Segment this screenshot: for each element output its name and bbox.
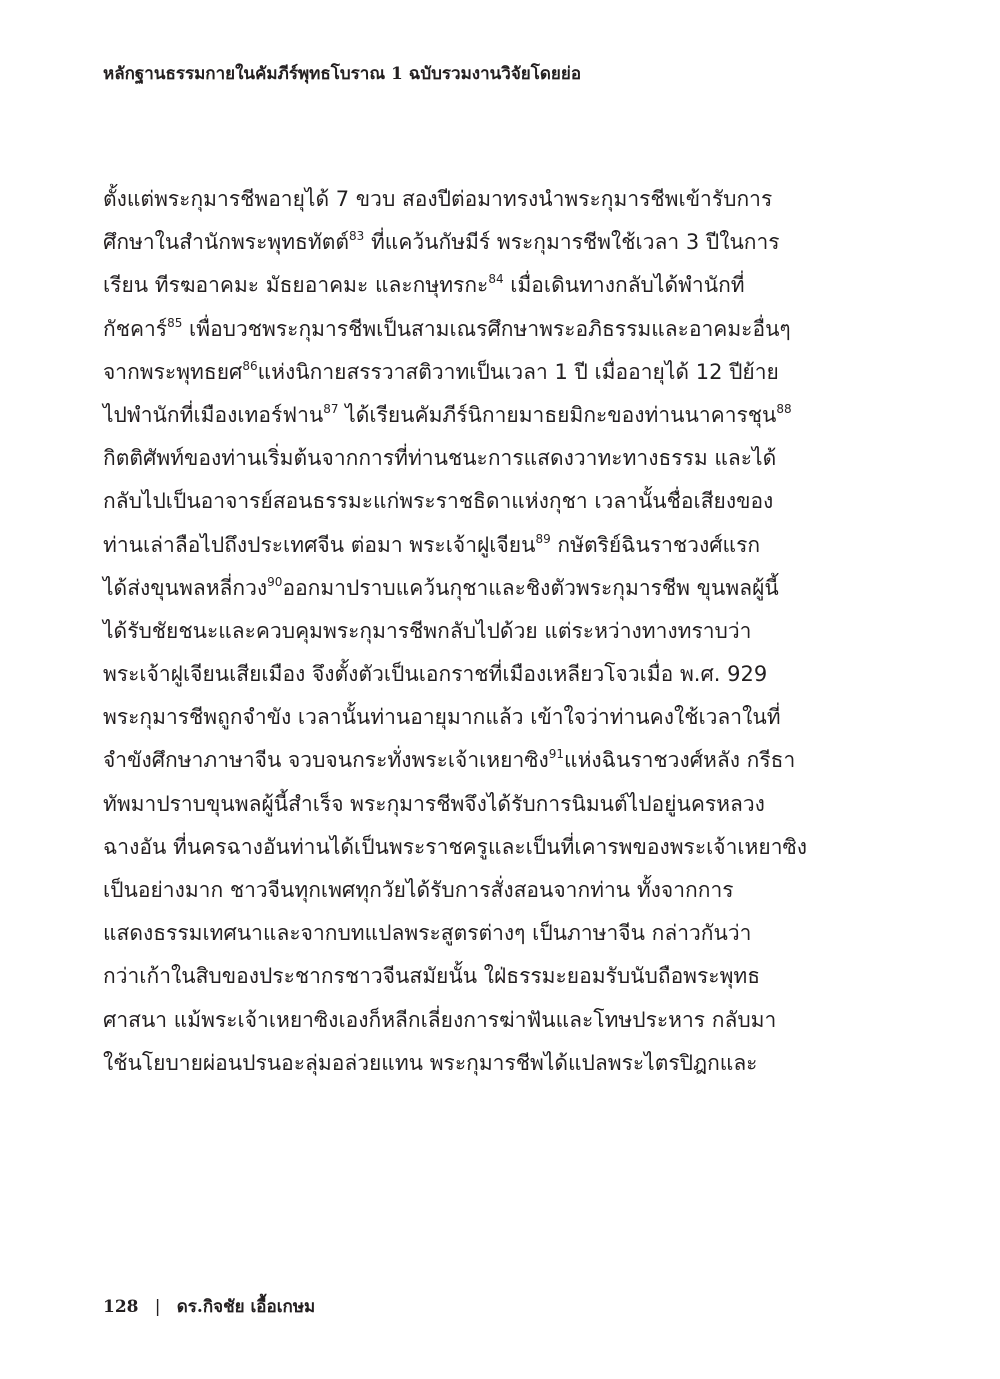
text-line — [103, 826, 860, 869]
text-segment: ฉางอัน ที่นครฉางอันท่านได้เป็นพระราชครูและเป็นที่เคารพของพระเจ้าเหยาซิง — [103, 834, 807, 859]
text-segment: แสดงธรรมเทศนาและจากบทแปลพระสูตรต่างๆ เป็นภาษาจีน กล่าวกันว่า — [103, 921, 752, 946]
text-line — [103, 783, 860, 826]
page-footer — [103, 1293, 703, 1321]
footnote-ref: 85 — [167, 315, 183, 330]
footnote-ref: 88 — [776, 401, 792, 416]
text-segment: ได้รับชัยชนะและควบคุมพระกุมารชีพกลับไปด้วย แต่ระหว่างทางทราบว่า — [103, 618, 752, 643]
text-line — [103, 308, 860, 351]
footnote-ref: 86 — [242, 358, 258, 373]
body-text — [103, 178, 860, 1085]
text-segment: เพื่อบวชพระกุมารชีพเป็นสามเณรศึกษาพระอภิธรรมและอาคมะอื่นๆ — [182, 316, 791, 341]
text-line — [103, 610, 860, 653]
text-line — [103, 869, 860, 912]
footnote-ref: 90 — [267, 574, 283, 589]
text-line — [103, 221, 860, 264]
text-segment: กัชคาร์ — [103, 316, 168, 341]
text-segment: ไปพำนักที่เมืองเทอร์ฟาน — [103, 402, 324, 427]
text-segment: จากพระพุทธยศ — [103, 359, 243, 384]
text-line — [103, 264, 860, 307]
running-header: หลักฐานธรรมกายในคัมภีร์พุทธโบราณ 1 ฉบับรวมงานวิจัยโดยย่อ — [103, 64, 582, 84]
text-line — [103, 955, 860, 998]
author-name: ดร.กิจชัย เอื้อเกษม — [176, 1297, 316, 1317]
text-segment: แห่งฉินราชวงศ์หลัง กรีธา — [564, 748, 796, 773]
text-segment: เป็นอย่างมาก ชาวจีนทุกเพศทุกวัยได้รับการสั่งสอนจากท่าน ทั้งจากการ — [103, 878, 734, 902]
text-segment: ตั้งแต่พระกุมารชีพอายุได้ 7 ขวบ สองปีต่อมาทรงนำพระกุมารชีพเข้ารับการ — [103, 187, 773, 211]
text-line — [103, 567, 860, 610]
footnote-ref: 84 — [488, 272, 504, 287]
text-line — [103, 524, 860, 567]
text-segment: กิตติศัพท์ของท่านเริ่มต้นจากการที่ท่านชนะการแสดงวาทะทางธรรม และได้ — [103, 446, 777, 471]
text-segment: เรียน ทีรฆอาคมะ มัธยอาคมะ และกษุทรกะ — [103, 273, 489, 298]
text-line — [103, 912, 860, 955]
text-segment: เมื่อเดินทางกลับได้พำนักที่ — [503, 273, 745, 298]
text-segment: ได้ส่งขุนพลหลี่กวง — [103, 575, 268, 600]
footnote-ref: 91 — [548, 747, 565, 762]
text-segment: กว่าเก้าในสิบของประชากรชาวจีนสมัยนั้น ใฝ่ธรรมะยอมรับนับถือพระพุทธ — [103, 964, 761, 989]
text-line — [103, 653, 860, 696]
text-segment: กษัตริย์ฉินราชวงศ์แรก — [550, 532, 761, 557]
text-segment: ใช้นโยบายผ่อนปรนอะลุ่มอล่วยแทน พระกุมารชีพได้แปลพระไตรปิฎกและ — [103, 1050, 758, 1075]
footnote-ref: 87 — [323, 401, 339, 416]
text-line — [103, 739, 860, 782]
text-segment: ศึกษาในสำนักพระพุทธทัตต์ — [103, 230, 349, 255]
text-line — [103, 351, 860, 394]
text-segment: แห่งนิกายสรรวาสติวาทเป็นเวลา 1 ปี เมื่ออายุได้ 12 ปีย้าย — [257, 359, 779, 384]
text-line — [103, 1042, 860, 1085]
text-segment: ทัพมาปราบขุนพลผู้นี้สำเร็จ พระกุมารชีพจึงได้รับการนิมนต์ไปอยู่นครหลวง — [103, 791, 765, 816]
text-segment: จำขังศึกษาภาษาจีน จวบจนกระทั่งพระเจ้าเหยาซิง — [103, 748, 549, 773]
text-segment: ออกมาปราบแคว้นกุชาและชิงตัวพระกุมารชีพ ขุนพลผู้นี้ — [282, 575, 779, 600]
text-segment: กลับไปเป็นอาจารย์สอนธรรมะแก่พระราชธิดาแห่งกุชา เวลานั้นชื่อเสียงของ — [103, 489, 774, 514]
text-line — [103, 178, 860, 221]
text-segment: ที่แคว้นกัษมีร์ พระกุมารชีพใช้เวลา 3 ปีในการ — [364, 230, 780, 255]
text-line — [103, 394, 860, 437]
text-segment: ศาสนา แม้พระเจ้าเหยาซิงเองก็หลีกเลี่ยงการฆ่าฟันและโทษประหาร กลับมา — [103, 1007, 777, 1032]
footnote-ref: 89 — [535, 531, 551, 546]
text-segment: พระเจ้าฝูเจียนเสียเมือง จึงตั้งตัวเป็นเอกราชที่เมืองเหลียวโจวเมื่อ พ.ศ. 929 — [103, 662, 768, 687]
text-line — [103, 999, 860, 1042]
text-line — [103, 696, 860, 739]
page-number: 128 — [103, 1297, 139, 1317]
footnote-ref: 83 — [349, 229, 365, 244]
text-line — [103, 437, 860, 480]
text-line — [103, 480, 860, 523]
footer-separator: | — [154, 1297, 161, 1317]
text-segment: ได้เรียนคัมภีร์นิกายมาธยมิกะของท่านนาคารชุน — [338, 402, 777, 427]
text-segment: พระกุมารชีพถูกจำขัง เวลานั้นท่านอายุมากแล้ว เข้าใจว่าท่านคงใช้เวลาในที่ — [103, 705, 781, 730]
text-segment: ท่านเล่าลือไปถึงประเทศจีน ต่อมา พระเจ้าฝูเจียน — [103, 532, 536, 557]
